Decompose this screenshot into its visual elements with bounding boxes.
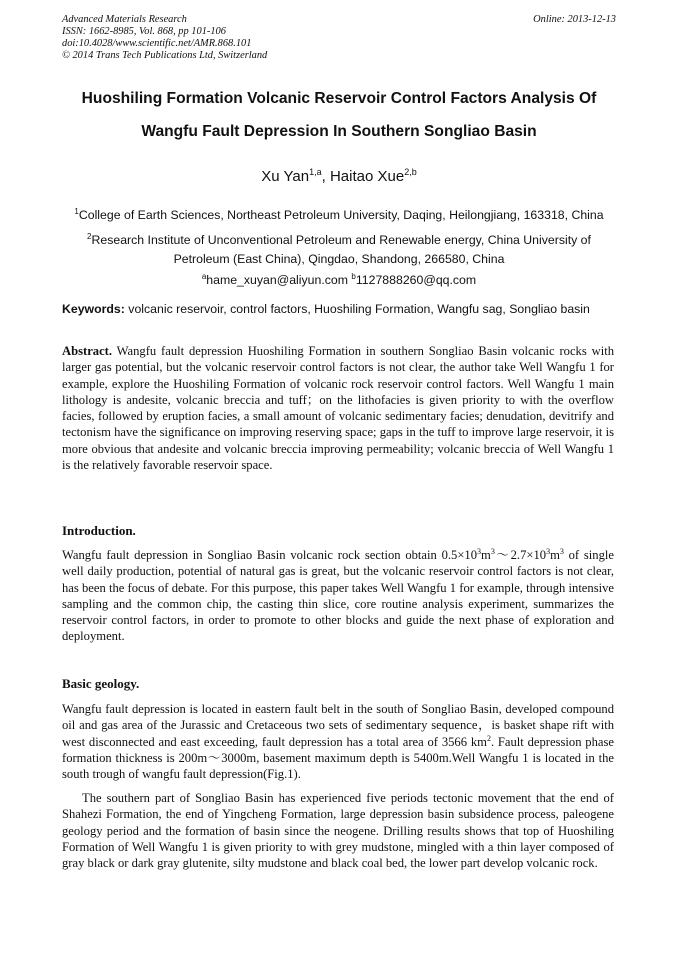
intro-text-d: m: [550, 548, 560, 562]
issn-line: ISSN: 1662-8985, Vol. 868, pp 101-106: [62, 26, 226, 37]
affiliation-1-text: College of Earth Sciences, Northeast Petroleum University, Daqing, Heilongjiang, 163318, China: [78, 208, 604, 222]
basic-geology-paragraph-1: [62, 701, 614, 782]
intro-sup-3: 3: [546, 547, 551, 556]
affiliation-1: [62, 202, 616, 225]
title-line-1: Huoshiling Formation Volcanic Reservoir Control Factors Analysis Of: [81, 90, 597, 107]
keywords-text: volcanic reservoir, control factors, Huoshiling Formation, Wangfu sag, Songliao basin: [124, 302, 590, 316]
emails: [62, 267, 616, 290]
title-line-2: Wangfu Fault Depression In Southern Songliao Basin: [141, 123, 537, 140]
geo-sup: 2: [486, 733, 491, 743]
intro-sup-2: 3: [490, 547, 495, 556]
journal-name: Advanced Materials Research: [62, 14, 187, 25]
intro-text-b: m: [481, 548, 491, 562]
abstract-label: Abstract.: [62, 344, 113, 358]
geo-text-b: . Fault depression phase formation thickness is 200m～3000m, basement maximum depth is 5400m.Well Wangfu 1 is located in the south trough of wangfu fault depression(Fig.1).: [62, 734, 614, 782]
author-1: Xu Yan: [261, 168, 310, 185]
authors: [0, 167, 678, 185]
keywords-label: Keywords:: [62, 302, 125, 316]
basic-geology-heading: Basic geology.: [62, 676, 140, 691]
email-b[interactable]: 1127888260@qq.com: [355, 273, 477, 287]
journal-header: [62, 14, 267, 62]
email-a-mark: a: [201, 272, 207, 281]
geo-text-a: Wangfu fault depression is located in eastern fault belt in the south of Songliao Basin, developed compound oil and gas area of the Jurassic and Cretaceous two sets of sedimentary sequence，is basket shape rift with west disconnected and east exceeding, fault depression has a total area of 3566 km: [62, 702, 614, 749]
author-2-affil: 2,b: [404, 167, 417, 177]
introduction-heading: Introduction.: [62, 523, 136, 538]
author-1-affil: 1,a: [309, 167, 322, 177]
affiliation-2: [62, 227, 616, 269]
basic-geology-paragraph-2: The southern part of Songliao Basin has experienced five periods tectonic movement that the end of Shahezi Formation, the end of Yingcheng Formation, large depression basin subsidence process, paleogene geology period and the formation of basin since the neogene. Drilling results shows that top of Huoshiling Formation of Well Wangfu 1 is given priority to with grey mudstone, mingled with a thin layer composed of gray black or dark gray glutenite, silty mudstone and black coal bed, the lower part develop volcanic rock.: [62, 791, 614, 871]
email-b-mark: b: [351, 272, 356, 281]
intro-sup-1: 3: [477, 547, 482, 556]
copyright-line: © 2014 Trans Tech Publications Ltd, Switzerland: [62, 50, 268, 61]
author-separator: ,: [321, 168, 330, 185]
intro-text-a: Wangfu fault depression in Songliao Basin volcanic rock section obtain 0.5×10: [62, 548, 478, 562]
affiliation-2-mark: 2: [87, 232, 92, 241]
abstract: [62, 343, 614, 473]
intro-text-c: ～2.7×10: [494, 548, 547, 562]
online-date: [533, 14, 616, 26]
intro-sup-4: 3: [559, 547, 564, 556]
online-date-text: Online: 2013-12-13: [533, 14, 616, 25]
affiliation-2-text: Research Institute of Unconventional Petroleum and Renewable energy, China University of Petroleum (East China), Qingdao, Shandong, 266580, China: [91, 233, 591, 266]
doi-line: doi:10.4028/www.scientific.net/AMR.868.101: [62, 38, 252, 49]
keywords: [62, 300, 614, 318]
author-2: Haitao Xue: [329, 168, 405, 185]
abstract-text: Wangfu fault depression Huoshiling Formation in southern Songliao Basin volcanic rocks with larger gas potential, but the volcanic reservoir control factors is not clear, the author take Well Wangfu 1 for example, explore the Huoshiling Formation of volcanic rock reservoir control factors. Well Wangfu 1 main lithology is andesite, volcanic breccia and tuff；on the lithofacies is given priority to with the overflow facies, followed by eruption facies, a small amount of volcanic sedimentary facies; denudation, devitrify and tectonism have the significance on improving reserving space; gaps in the tuff to improve large reservoir, it is more obvious that andesite and volcanic breccia improving permeability; volcanic breccia of Well Wangfu 1 is the relatively favorable reservoir space.: [62, 344, 614, 473]
email-a[interactable]: hame_xuyan@aliyun.com: [206, 273, 348, 287]
affiliation-1-mark: 1: [74, 207, 79, 216]
intro-text-e: of single well daily production, potential of natural gas is great, but the volcanic reservoir control factors is not clear, has been the focus of debate. For this purpose, this paper takes Well Wangfu 1 for example, through intensive sampling and the common chip, the casting thin slice, core routine analysis experiment, summarizes the reservoir control factors, in order to promote to other blocks and guide the next phase of exploration and deployment.: [62, 548, 614, 644]
introduction-paragraph: [62, 547, 614, 645]
